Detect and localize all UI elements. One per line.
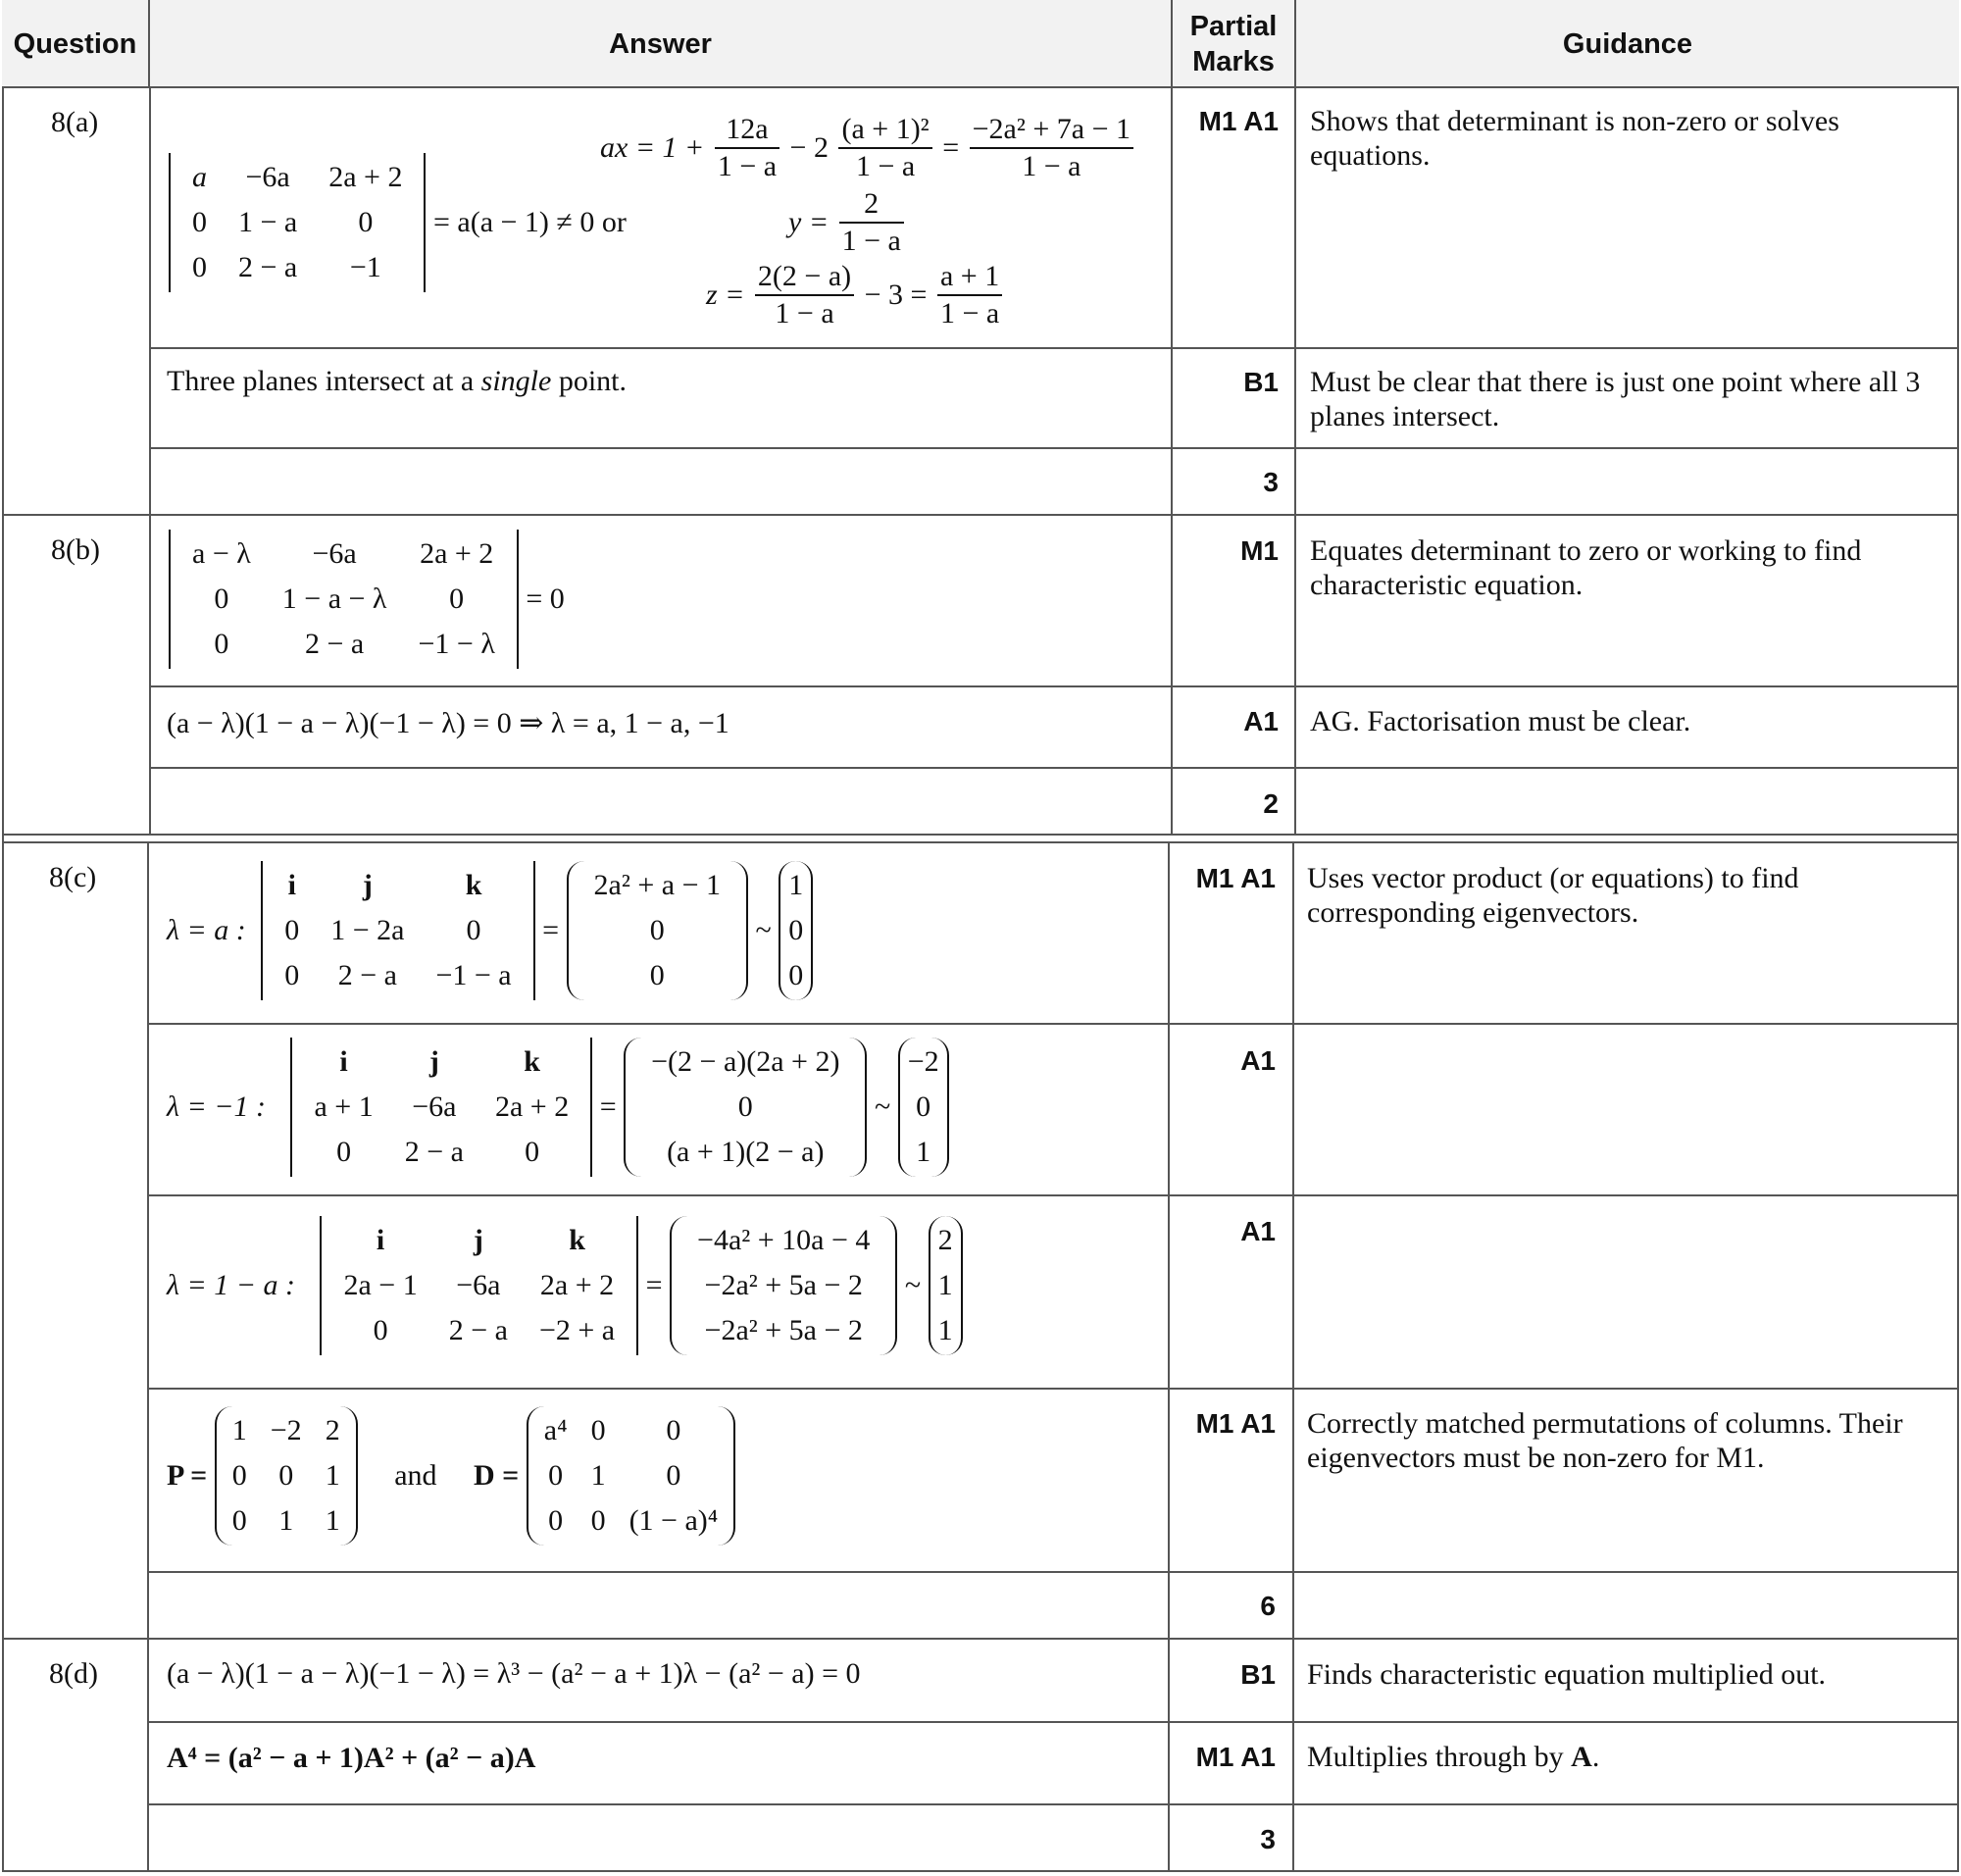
q8d-answer-1: (a − λ)(1 − a − λ)(−1 − λ) = λ³ − (a² − a + 1)λ − (a² − a) = 0 <box>167 1657 861 1690</box>
vector-entry: 0 <box>788 914 804 946</box>
det-cell: 1 − 2a <box>330 914 405 946</box>
det-cell: k <box>524 1045 540 1078</box>
matrix-D <box>527 1406 735 1546</box>
question-label-8c: 8(c) <box>49 861 97 893</box>
header-guidance: Guidance <box>1296 0 1959 87</box>
q8b-total: 2 <box>1263 788 1279 819</box>
vector-entry: 1 <box>788 869 804 901</box>
q8a-guidance-1: Shows that determinant is non-zero or solves equations. <box>1310 105 1839 172</box>
matrix-cell: 1 <box>231 1414 247 1446</box>
q8a-det-result: = a(a − 1) ≠ 0 or <box>432 206 627 238</box>
ax-lhs: ax = 1 + <box>600 131 705 164</box>
q8d-mark-2: M1 A1 <box>1195 1742 1276 1772</box>
q8a-alt-ax <box>600 112 1136 184</box>
fraction-num: (a + 1)² <box>838 112 931 149</box>
det-cell: 0 <box>449 583 465 615</box>
eigenvector <box>779 861 813 1000</box>
header-partial-line1: Partial <box>1189 10 1278 42</box>
cross-product-determinant <box>261 861 534 1000</box>
fraction-num: 2(2 − a) <box>755 259 854 296</box>
result-vector <box>624 1038 867 1177</box>
fraction <box>970 112 1133 184</box>
answer-emphasis: single <box>480 365 552 397</box>
det-cell: 1 − a <box>238 206 298 238</box>
q8b-determinant <box>169 530 519 669</box>
cross-product-determinant <box>290 1038 592 1177</box>
equals: = <box>645 1269 663 1301</box>
q8d-answer-2: A⁴ = (a² − a + 1)A² + (a² − a)A <box>167 1742 536 1774</box>
matrix-cell: 0 <box>231 1459 247 1492</box>
fraction-num: 2 <box>839 186 904 224</box>
header-row <box>2 0 1959 87</box>
q8a-answer-2 <box>167 365 627 398</box>
det-cell: −6a <box>245 161 290 193</box>
q8a-mark-2: B1 <box>1243 367 1279 397</box>
det-cell: a <box>192 161 207 193</box>
det-cell: 0 <box>336 1136 352 1168</box>
matrix-cell: a⁴ <box>543 1414 568 1446</box>
tilde: ~ <box>874 1090 891 1123</box>
det-cell: 2a + 2 <box>539 1269 615 1301</box>
fraction-den: 1 − a <box>855 150 916 182</box>
det-cell: 2 − a <box>238 251 298 283</box>
question-label-8b: 8(b) <box>51 533 100 566</box>
vector-entry: 1 <box>937 1314 953 1346</box>
det-cell: 0 <box>192 251 207 283</box>
matrix-cell: 0 <box>590 1504 606 1537</box>
q8a-alt-z <box>706 259 1005 331</box>
q8a-total: 3 <box>1263 467 1279 497</box>
vector-entry: 0 <box>649 914 665 946</box>
fraction-num: 12a <box>715 112 779 149</box>
vector-entry: −2a² + 5a − 2 <box>704 1269 863 1301</box>
fraction <box>838 112 931 184</box>
minus-three: − 3 = <box>864 279 928 311</box>
det-cell: −6a <box>312 537 357 570</box>
q8c-guidance-4: Correctly matched permutations of columns. Their eigenvectors must be non-zero for M1. <box>1307 1407 1903 1474</box>
header-partial-line2: Marks <box>1192 45 1275 77</box>
det-cell: −6a <box>412 1090 457 1123</box>
equals: = <box>542 914 560 946</box>
q8b-det-result: = 0 <box>526 583 565 615</box>
q8c-eigen-row-3 <box>167 1216 963 1355</box>
z-lhs: z = <box>706 279 745 311</box>
det-cell: 0 <box>284 959 300 991</box>
vector-entry: 1 <box>937 1269 953 1301</box>
matrix-cell: 0 <box>278 1459 294 1492</box>
q8c-guidance-1: Uses vector product (or equations) to find corresponding eigenvectors. <box>1307 862 1799 929</box>
matrix-cell: 1 <box>278 1504 294 1537</box>
q8c-eigen-row-1 <box>167 861 813 1000</box>
eigenvector <box>929 1216 963 1355</box>
q8b-guidance-2: AG. Factorisation must be clear. <box>1310 705 1691 737</box>
det-cell: −2 + a <box>538 1314 616 1346</box>
P-label: P = <box>167 1459 208 1492</box>
matrix-cell: 0 <box>548 1459 564 1492</box>
matrix-P <box>215 1406 358 1546</box>
matrix-cell: 0 <box>548 1504 564 1537</box>
fraction-den: 1 − a <box>1022 150 1081 182</box>
q8b-mark-2: A1 <box>1243 706 1279 736</box>
result-vector <box>567 861 748 1000</box>
det-cell: 0 <box>466 914 481 946</box>
q8c-mark-1: M1 A1 <box>1195 863 1276 893</box>
matrix-cell: 2 <box>325 1414 340 1446</box>
det-cell: j <box>428 1045 439 1078</box>
eigenvalue-label: λ = 1 − a : <box>167 1269 295 1301</box>
matrix-cell: (1 − a)⁴ <box>629 1504 719 1537</box>
det-cell: i <box>339 1045 348 1078</box>
header-answer: Answer <box>150 0 1173 87</box>
q8c-mark-3: A1 <box>1240 1216 1276 1246</box>
q8a-guidance-2: Must be clear that there is just one point where all 3 planes intersect. <box>1310 366 1921 432</box>
det-cell: 0 <box>192 206 207 238</box>
answer-text: point. <box>551 365 628 397</box>
y-lhs: y = <box>788 206 830 238</box>
det-cell: 0 <box>284 914 300 946</box>
q8b-answer-2: (a − λ)(1 − a − λ)(−1 − λ) = 0 ⇒ λ = a, 1 − a, −1 <box>167 707 729 739</box>
q8c-mark-4: M1 A1 <box>1195 1408 1276 1439</box>
q8c-eigen-row-2 <box>167 1038 949 1177</box>
det-cell: 2 − a <box>337 959 397 991</box>
matrix-cell: 0 <box>666 1459 681 1492</box>
guidance-bold: A <box>1571 1741 1592 1773</box>
matrix-cell: 0 <box>666 1414 681 1446</box>
matrix-cell: 1 <box>590 1459 606 1492</box>
D-label: D = <box>474 1459 520 1492</box>
matrix-cell: 0 <box>590 1414 606 1446</box>
fraction-den: 1 − a <box>717 150 778 182</box>
eigenvalue-label: λ = a : <box>167 914 246 946</box>
q8c-matrices-PD <box>167 1406 735 1546</box>
fraction <box>839 186 904 259</box>
matrix-cell: 1 <box>325 1504 340 1537</box>
eigenvalue-label: λ = −1 : <box>167 1090 266 1123</box>
det-cell: 1 − a − λ <box>281 583 387 615</box>
q8d-mark-1: B1 <box>1240 1659 1276 1690</box>
q8c-total: 6 <box>1260 1591 1276 1621</box>
vector-entry: 0 <box>916 1090 931 1123</box>
equals: = <box>942 131 960 164</box>
det-cell: 0 <box>214 628 229 660</box>
vector-entry: 0 <box>737 1090 753 1123</box>
det-cell: 0 <box>373 1314 388 1346</box>
tilde: ~ <box>755 914 772 946</box>
q8a-determinant <box>169 153 426 292</box>
det-cell: 2a − 1 <box>343 1269 418 1301</box>
cross-product-determinant <box>320 1216 638 1355</box>
det-cell: 2a + 2 <box>328 161 403 193</box>
det-cell: 2 − a <box>448 1314 508 1346</box>
fraction-den: 1 − a <box>841 225 901 257</box>
fraction-den: 1 − a <box>939 297 1000 330</box>
answer-text: Three planes intersect at a <box>167 365 481 397</box>
fraction <box>755 259 854 331</box>
q8c-mark-2: A1 <box>1240 1045 1276 1076</box>
q8a-mark-1: M1 A1 <box>1198 106 1279 136</box>
vector-entry: 0 <box>649 959 665 991</box>
vector-entry: 1 <box>916 1136 931 1168</box>
equals: = <box>599 1090 617 1123</box>
guidance-text: Multiplies through by <box>1307 1741 1572 1773</box>
vector-entry: 2a² + a − 1 <box>593 869 722 901</box>
q8a-determinant-answer <box>169 153 627 292</box>
minus-two: − 2 <box>789 131 829 164</box>
eigenvector <box>898 1038 949 1177</box>
vector-entry: (a + 1)(2 − a) <box>667 1136 825 1168</box>
matrix-cell: 0 <box>231 1504 247 1537</box>
det-cell: 0 <box>525 1136 540 1168</box>
fraction-den: 1 − a <box>775 297 834 330</box>
fraction-num: −2a² + 7a − 1 <box>970 112 1133 149</box>
det-cell: −1 − λ <box>418 628 495 660</box>
vector-entry: −(2 − a)(2a + 2) <box>651 1045 840 1078</box>
vector-entry: 0 <box>788 959 804 991</box>
q8d-guidance-2 <box>1307 1740 1935 1774</box>
question-label-8a: 8(a) <box>51 106 99 138</box>
fraction-num: a + 1 <box>937 259 1002 296</box>
vector-entry: 2 <box>937 1224 953 1256</box>
det-cell: 2 − a <box>404 1136 464 1168</box>
vector-entry: −4a² + 10a − 4 <box>697 1224 871 1256</box>
det-cell: −1 <box>349 251 381 283</box>
fraction <box>715 112 779 184</box>
q8d-total: 3 <box>1260 1824 1276 1854</box>
question-label-8d: 8(d) <box>49 1657 98 1690</box>
result-vector <box>670 1216 897 1355</box>
q8b-guidance-1: Equates determinant to zero or working to find characteristic equation. <box>1310 534 1862 601</box>
det-cell: i <box>376 1224 385 1256</box>
tilde: ~ <box>904 1269 922 1301</box>
det-cell: 0 <box>358 206 374 238</box>
det-cell: a − λ <box>192 537 251 570</box>
det-cell: −1 − a <box>435 959 512 991</box>
fraction <box>937 259 1002 331</box>
q8b-mark-1: M1 <box>1240 535 1279 566</box>
matrix-cell: −2 <box>270 1414 302 1446</box>
det-cell: 2a + 2 <box>420 537 494 570</box>
and-text: and <box>394 1459 437 1492</box>
det-cell: 2 − a <box>305 628 365 660</box>
det-cell: a + 1 <box>314 1090 374 1123</box>
vector-entry: −2a² + 5a − 2 <box>704 1314 863 1346</box>
det-cell: 2a + 2 <box>494 1090 570 1123</box>
q8a-alt-y <box>788 186 907 259</box>
header-partial-marks <box>1173 0 1296 87</box>
q8d-guidance-1: Finds characteristic equation multiplied out. <box>1307 1658 1827 1691</box>
q8b-determinant-answer <box>169 530 565 669</box>
det-cell: 0 <box>214 583 229 615</box>
det-cell: k <box>569 1224 585 1256</box>
guidance-text: . <box>1591 1741 1600 1773</box>
det-cell: k <box>465 869 482 901</box>
vector-entry: −2 <box>907 1045 939 1078</box>
matrix-cell: 1 <box>325 1459 340 1492</box>
det-cell: −6a <box>456 1269 501 1301</box>
det-cell: j <box>473 1224 483 1256</box>
header-question: Question <box>2 0 150 87</box>
det-cell: i <box>287 869 296 901</box>
det-cell: j <box>362 869 373 901</box>
